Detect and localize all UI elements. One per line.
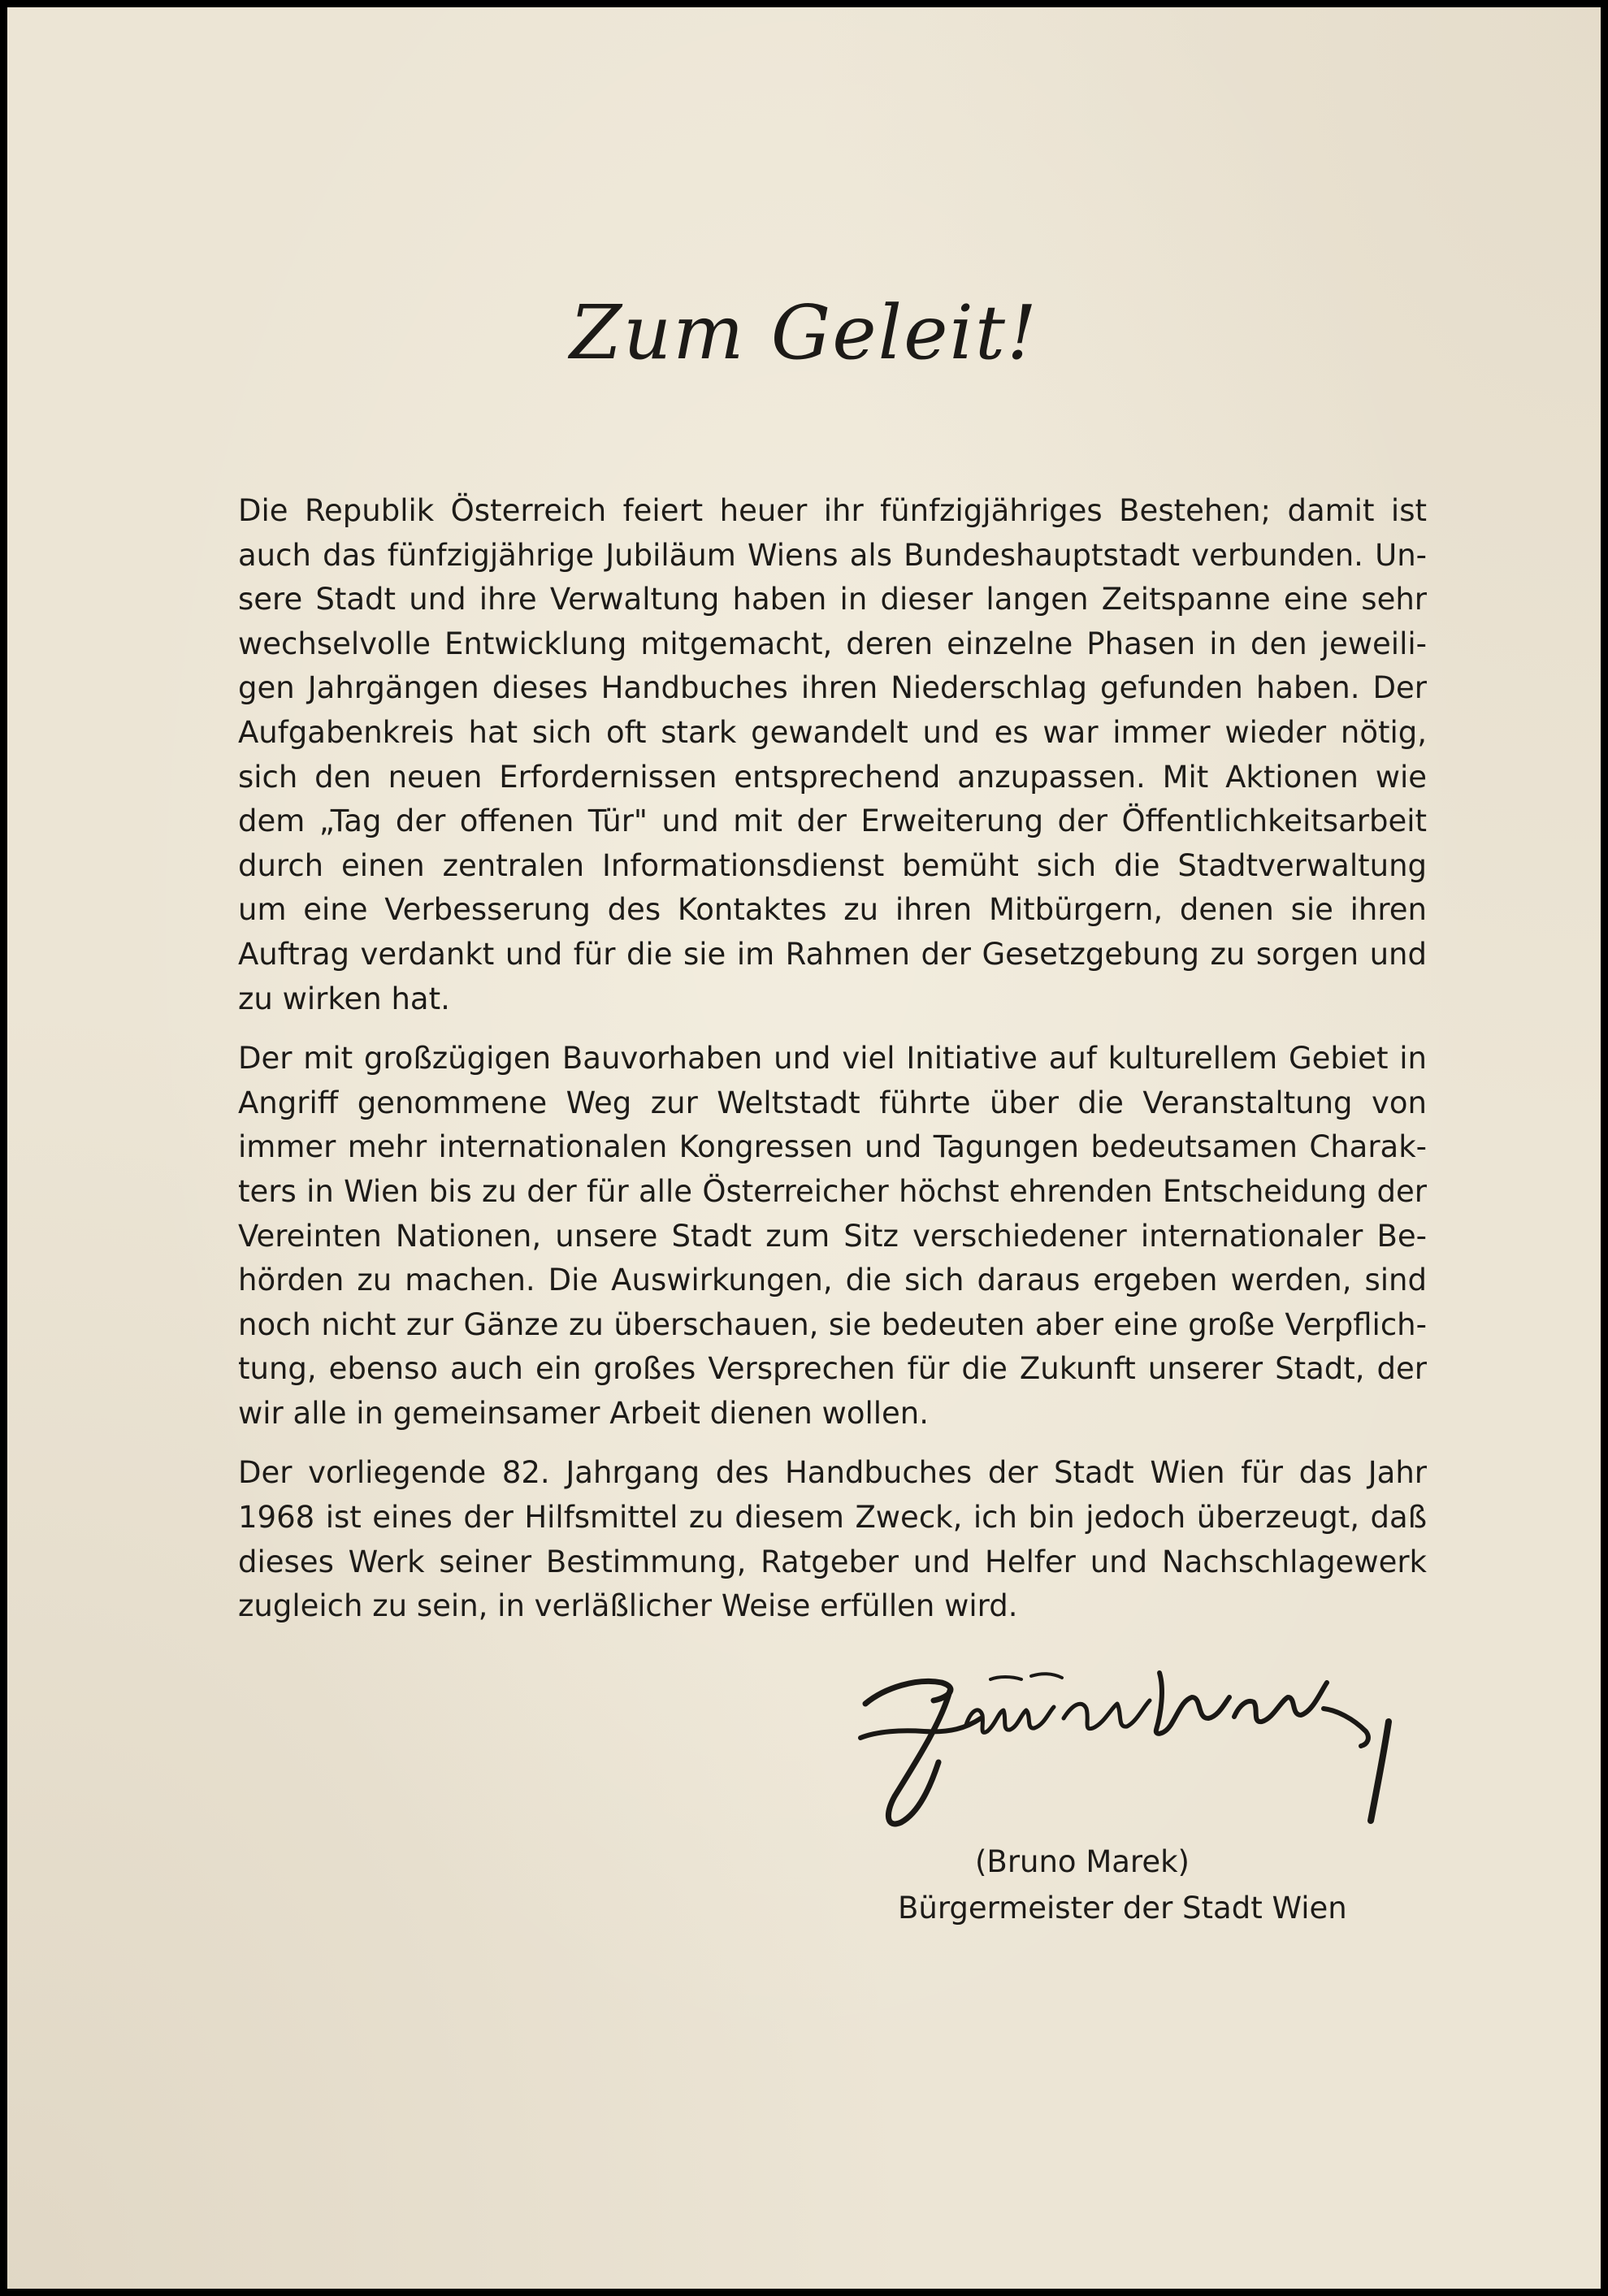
paragraph-2: Der mit großzügigen Bauvorhaben und viel Initiative auf kulturellem Gebiet in Angriff genommene Weg zur Weltstadt führte über die Veranstaltung von immer mehr internationalen Kongressen und Tagungen bedeutsamen Charakters in Wien bis zu der für alle Österreicher höchst ehrenden Entscheidung der Vereinten Nationen, unsere Stadt zum Sitz verschiedener internationaler Behörden zu machen. Die Auswirkungen, die sich daraus ergeben werden, sind noch nicht zur Gänze zu überschauen, sie bedeuten aber eine große Verpflichtung, ebenso auch ein großes Versprechen für die Zukunft unserer Stadt, der wir alle in gemeinsamer Arbeit dienen wollen. [238, 1041, 1427, 1431]
document-page [7, 7, 1601, 2289]
paragraph-3: Der vorliegende 82. Jahrgang des Handbuches der Stadt Wien für das Jahr 1968 ist eines der Hilfsmittel zu diesem Zweck, ich bin jedoch überzeugt, daß dieses Werk seiner Bestimmung, Ratgeber und Helfer und Nachschlagewerk zugleich zu sein, in verläßlicher Weise erfüllen wird. [238, 1455, 1427, 1624]
signer-title: Bürgermeister der Stadt Wien [898, 1891, 1347, 1926]
paragraph-1: Die Republik Österreich feiert heuer ihr fünfzigjähriges Bestehen; damit ist auch das fünfzigjährige Jubiläum Wiens als Bundeshauptstadt verbunden. Unsere Stadt und ihre Verwaltung haben in dieser langen Zeitspanne eine sehr wechselvolle Entwicklung mitgemacht, deren einzelne Phasen in den jeweiligen Jahrgängen dieses Handbuches ihren Niederschlag gefunden haben. Der Aufgabenkreis hat sich oft stark gewandelt und es war immer wieder nötig, sich den neuen Erfordernissen entsprechend anzupassen. Mit Aktionen wie dem „Tag der offenen Tür" und mit der Erweiterung der Öffentlichkeitsarbeit durch einen zentralen Informationsdienst bemüht sich die Stadtverwaltung um eine Verbesserung des Kontaktes zu ihren Mitbürgern, denen sie ihren Auftrag verdankt und für die sie im Rahmen der Gesetzgebung zu sorgen und zu wirken hat. [238, 493, 1427, 1016]
signer-block [898, 1839, 1385, 1931]
signature-icon [828, 1640, 1413, 1831]
page-heading: Zum Geleit! [570, 289, 1038, 376]
signer-name: (Bruno Marek) [975, 1844, 1190, 1879]
handwritten-signature [828, 1640, 1413, 1831]
body-text [238, 489, 1427, 1644]
